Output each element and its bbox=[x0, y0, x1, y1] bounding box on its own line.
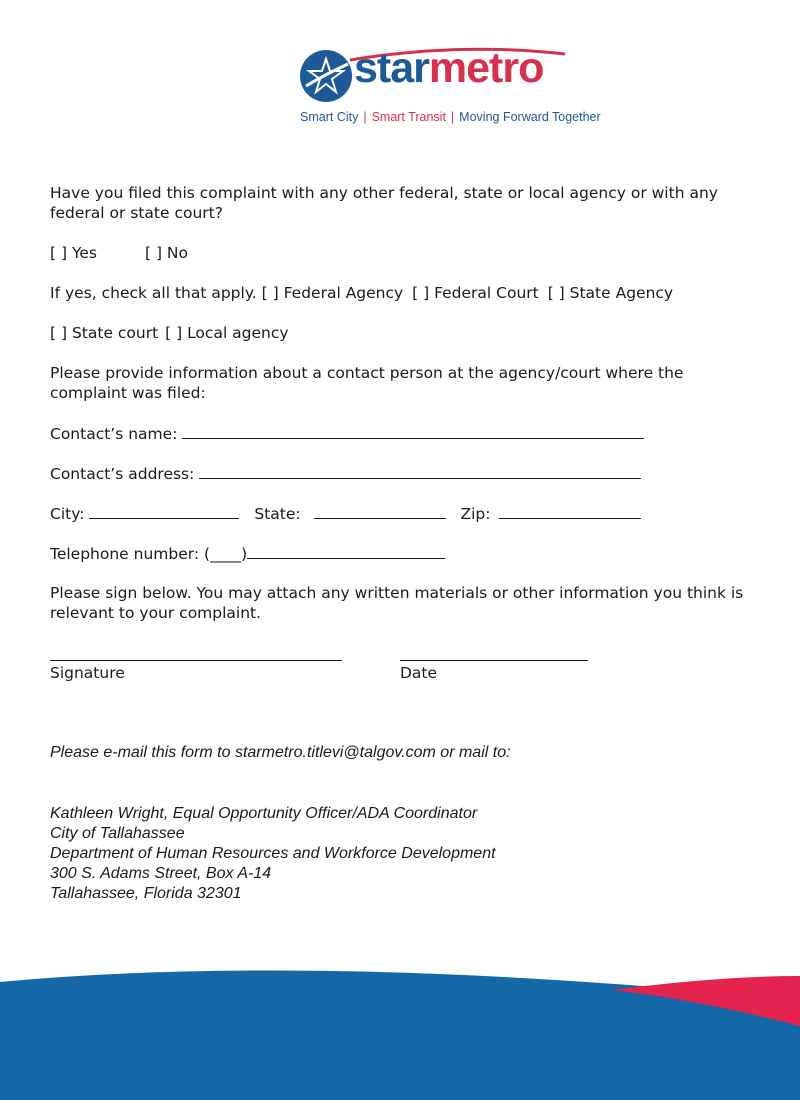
federal-court-checkbox[interactable]: [ ] Federal Court bbox=[412, 284, 539, 302]
tagline-smart-transit: Smart Transit bbox=[371, 110, 446, 124]
contact-name-row bbox=[50, 423, 755, 444]
address-line: 300 S. Adams Street, Box A-14 bbox=[50, 865, 272, 882]
logo-wordmark: starmetro bbox=[354, 44, 544, 92]
logo-tagline bbox=[300, 110, 601, 124]
contact-name-label: Contact’s name: bbox=[50, 425, 178, 443]
telephone-row bbox=[50, 543, 755, 564]
address-line: Kathleen Wright, Equal Opportunity Officer/ADA Coordinator bbox=[50, 805, 478, 822]
federal-agency-checkbox[interactable]: [ ] Federal Agency bbox=[261, 284, 404, 302]
email-instruction: Please e-mail this form to starmetro.titlevi@talgov.com or mail to: bbox=[50, 744, 511, 761]
telephone-area-code[interactable]: (____) bbox=[204, 545, 248, 563]
state-court-checkbox[interactable]: [ ] State court bbox=[50, 324, 159, 342]
state-label: State: bbox=[254, 505, 301, 523]
if-yes-label: If yes, check all that apply. bbox=[50, 284, 257, 302]
city-state-zip-row bbox=[50, 503, 755, 524]
zip-label: Zip: bbox=[460, 505, 491, 523]
starmetro-logo bbox=[300, 44, 601, 138]
address-line: Department of Human Resources and Workforce Development bbox=[50, 845, 496, 862]
date-field[interactable] bbox=[400, 660, 588, 661]
telephone-field[interactable] bbox=[247, 543, 445, 559]
contact-address-label: Contact’s address: bbox=[50, 465, 195, 483]
address-line: City of Tallahassee bbox=[50, 825, 185, 842]
signature-label: Signature bbox=[50, 664, 125, 682]
tagline-separator: | bbox=[363, 110, 367, 124]
tagline-separator: | bbox=[450, 110, 455, 124]
state-agency-checkbox[interactable]: [ ] State Agency bbox=[547, 284, 674, 302]
city-label: City: bbox=[50, 505, 85, 523]
city-field[interactable] bbox=[89, 503, 239, 519]
contact-address-field[interactable] bbox=[199, 463, 641, 479]
no-checkbox[interactable]: [ ] No bbox=[144, 244, 189, 262]
contact-address-row bbox=[50, 463, 755, 484]
court-row bbox=[50, 323, 755, 343]
apply-row bbox=[50, 283, 755, 303]
contact-prompt: Please provide information about a contact person at the agency/court where the complaint was filed: bbox=[50, 364, 684, 402]
other-agency-question: Have you filed this complaint with any other federal, state or local agency or with any federal or state court? bbox=[50, 184, 718, 222]
sign-prompt: Please sign below. You may attach any written materials or other information you think is relevant to your complaint. bbox=[50, 584, 744, 622]
mailing-address bbox=[50, 804, 496, 904]
tagline-moving-forward: Moving Forward Together bbox=[459, 110, 601, 124]
address-line: Tallahassee, Florida 32301 bbox=[50, 885, 242, 902]
local-agency-checkbox[interactable]: [ ] Local agency bbox=[165, 324, 289, 342]
contact-name-field[interactable] bbox=[182, 423, 644, 439]
zip-field[interactable] bbox=[499, 503, 641, 519]
yes-no-row bbox=[50, 243, 755, 263]
date-label: Date bbox=[400, 664, 438, 682]
state-field[interactable] bbox=[314, 503, 446, 519]
tagline-smart-city: Smart City bbox=[300, 110, 359, 124]
yes-checkbox[interactable]: [ ] Yes bbox=[50, 244, 97, 262]
signature-field[interactable] bbox=[50, 660, 342, 661]
telephone-label: Telephone number: bbox=[50, 545, 200, 563]
bottom-wave-graphic bbox=[0, 960, 800, 1100]
